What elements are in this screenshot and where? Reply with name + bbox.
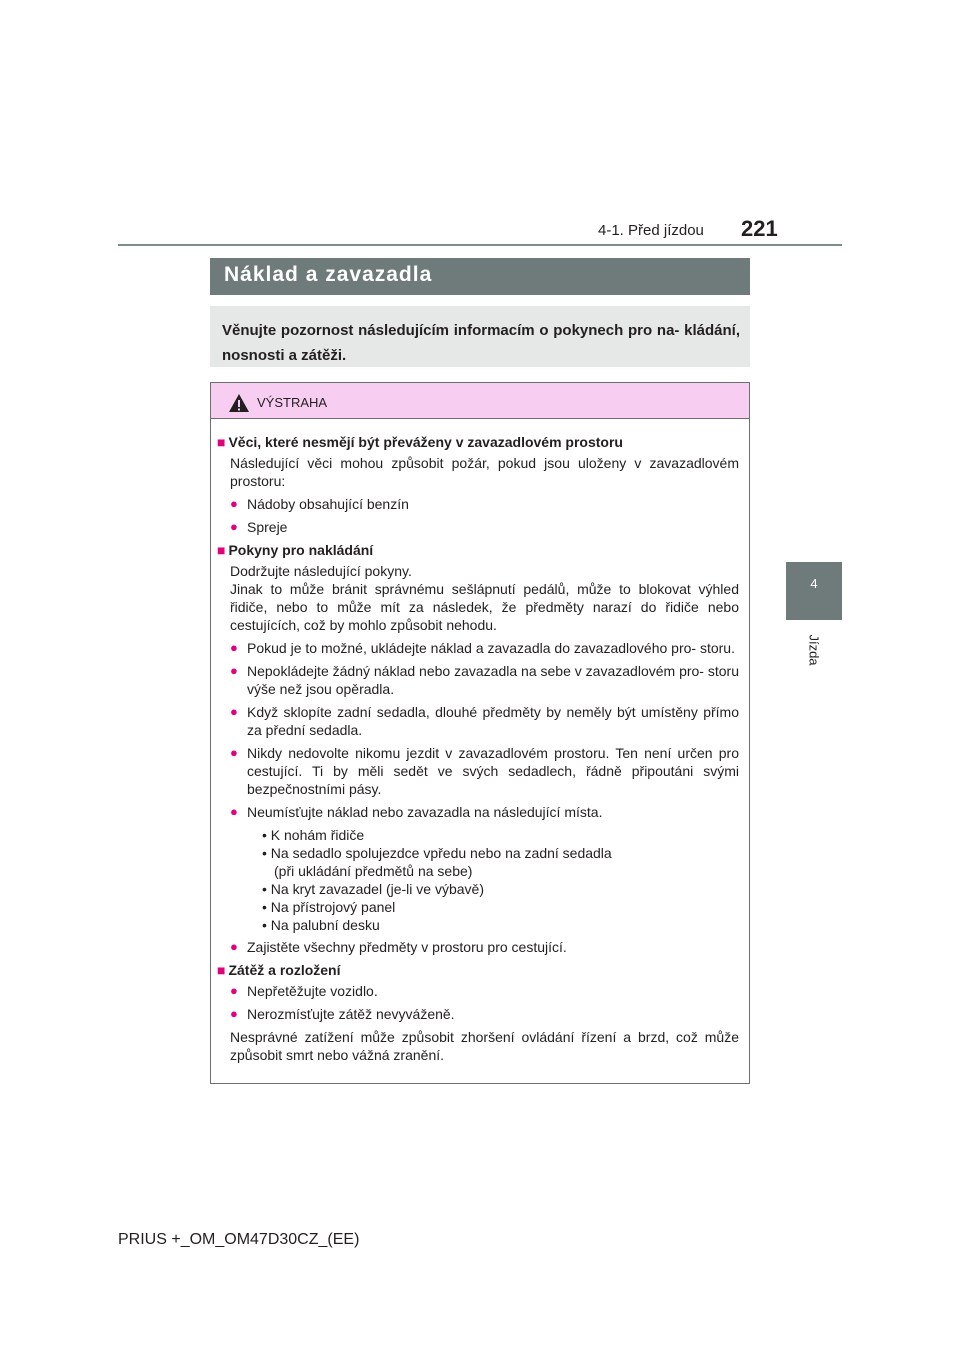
square-bullet-icon: ■ [217, 434, 226, 450]
circle-bullet-icon: ● [230, 745, 238, 760]
circle-bullet-icon: ● [230, 939, 238, 954]
circle-bullet-icon: ● [230, 704, 238, 719]
list-item: ● Nádoby obsahující benzín [230, 496, 409, 512]
chapter-label: Jízda [806, 634, 822, 666]
section-heading: ■ Pokyny pro nakládání [217, 542, 374, 558]
circle-bullet-icon: ● [230, 983, 238, 998]
list-item: ● Nikdy nedovolte nikomu jezdit v zavazadlovém prostoru. Ten není určen pro cestující. Ti by měli sedět ve svých sedadlech, řádně připoutáni svými bezpečnostními pásy. [230, 745, 739, 797]
circle-bullet-icon: ● [230, 519, 238, 534]
warning-header [211, 383, 749, 419]
warning-box [210, 382, 750, 1084]
document-id: PRIUS +_OM_OM47D30CZ_(EE) [118, 1231, 360, 1248]
sub-item: (při ukládání předmětů na sebe) [274, 863, 473, 879]
circle-bullet-icon: ● [230, 640, 238, 655]
list-item: ● Pokud je to možné, ukládejte náklad a zavazadla do zavazadlového pro- storu. [230, 640, 735, 656]
square-bullet-icon: ■ [217, 962, 226, 978]
section-heading: ■ Věci, které nesmějí být převáženy v zavazadlovém prostoru [217, 434, 623, 450]
sub-item: • Na kryt zavazadel (je-li ve výbavě) [262, 881, 484, 897]
list-item: ● Když sklopíte zadní sedadla, dlouhé předměty by neměly být umístěny přímo za přední sedadla. [230, 704, 739, 738]
circle-bullet-icon: ● [230, 663, 238, 678]
list-item: ● Neumísťujte náklad nebo zavazadla na následující místa. [230, 804, 603, 820]
page-title: Náklad a zavazadla [210, 258, 750, 295]
list-item: ● Nerozmísťujte zátěž nevyváženě. [230, 1006, 455, 1022]
square-bullet-icon: ■ [217, 542, 226, 558]
page-number: 221 [741, 216, 778, 241]
list-item: ● Zajistěte všechny předměty v prostoru pro cestující. [230, 939, 567, 955]
sub-list [217, 826, 739, 934]
section-text: Následující věci mohou způsobit požár, pokud jsou uloženy v zavazadlovém prostoru: [230, 455, 739, 489]
header-divider [118, 244, 842, 246]
section-title: 4-1. Před jízdou [598, 222, 704, 239]
intro-text: Věnujte pozornost následujícím informacím o pokynech pro na- kládání, nosnosti a zátěži. [210, 306, 750, 367]
chapter-tab [786, 562, 842, 620]
list-item: ● Nepřetěžujte vozidlo. [230, 983, 378, 999]
circle-bullet-icon: ● [230, 804, 238, 819]
warning-body [211, 419, 749, 1064]
sub-item: • Na sedadlo spolujezdce vpředu nebo na zadní sedadla [262, 845, 612, 861]
list-item: ● Spreje [230, 519, 288, 535]
circle-bullet-icon: ● [230, 496, 238, 511]
sub-item: • Na přístrojový panel [262, 899, 396, 915]
warning-triangle-icon [228, 393, 250, 413]
list-item: ● Nepokládejte žádný náklad nebo zavazadla na sebe v zavazadlovém pro- storu výše než jsou opěradla. [230, 663, 739, 697]
warning-label: VÝSTRAHA [257, 395, 328, 410]
section-text: Jinak to může bránit správnému sešlápnutí pedálů, může to blokovat výhled řidiče, nebo to může mít za následek, že předměty narazí do řidiče nebo cestujících, což by mohlo způsobit nehodu. [230, 581, 739, 633]
section-text: Nesprávné zatížení může způsobit zhoršení ovládání řízení a brzd, což může způsobit smrt nebo vážná zranění. [230, 1029, 739, 1063]
section-heading: ■ Zátěž a rozložení [217, 962, 341, 978]
sub-item: • K nohám řidiče [262, 827, 365, 843]
section-text: Dodržujte následující pokyny. [230, 563, 412, 579]
chapter-number: 4 [810, 576, 818, 591]
sub-item: • Na palubní desku [262, 917, 380, 933]
circle-bullet-icon: ● [230, 1006, 238, 1021]
